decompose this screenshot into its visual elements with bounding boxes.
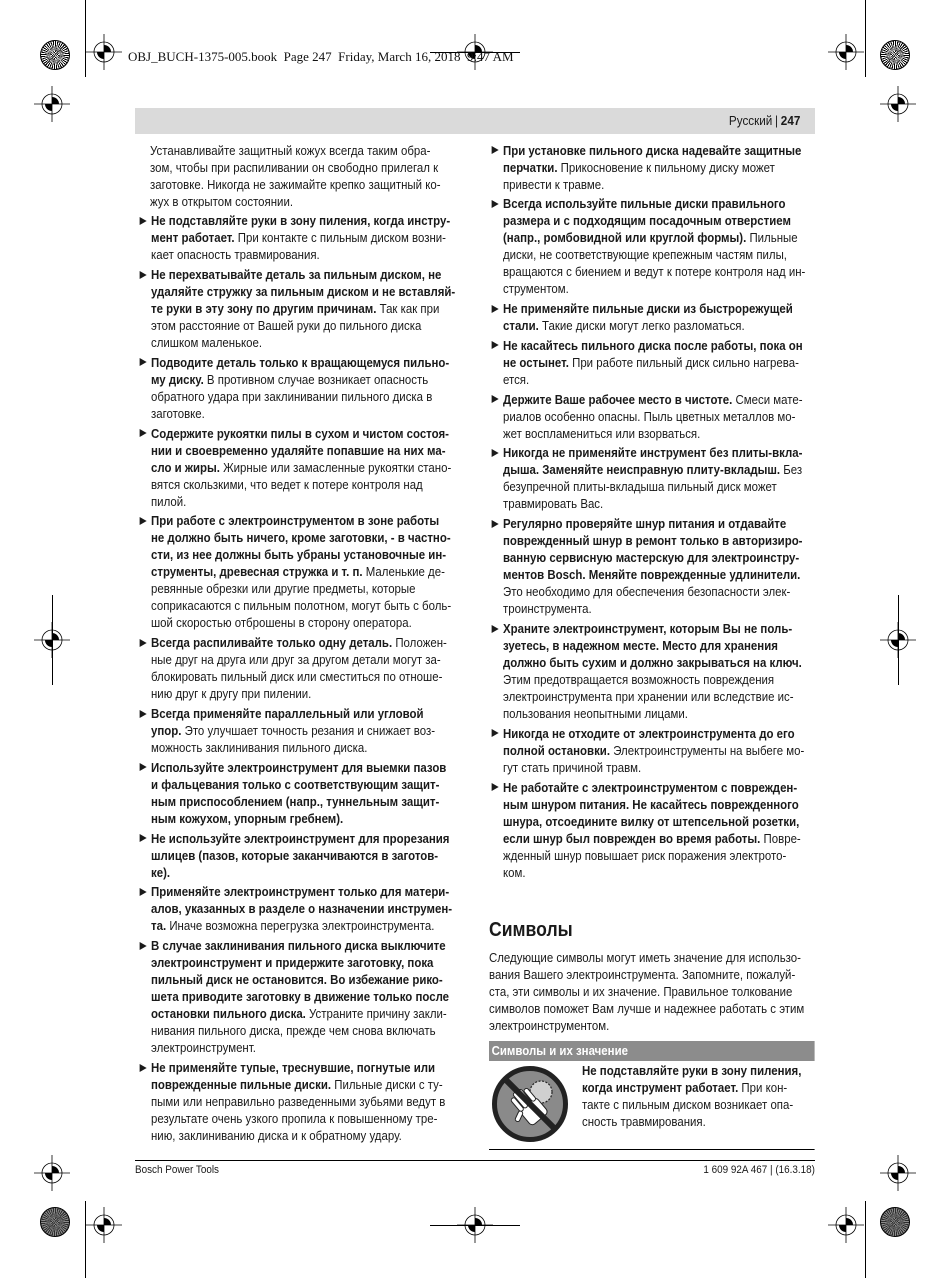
instruction-text [151,705,463,756]
symbols-table-header: Символы и их значение [489,1041,815,1061]
instruction-explanation: При работе пильный диск сильно нагрева- ется. [502,354,799,387]
safety-instruction-item [489,444,815,512]
instruction-warning: Храните электроинструмент, которым Вы не поль- зуетесь, в надежном месте. Место для хранения должно быть сухим и должно закрываться на ключ. [502,621,802,671]
symbol-meaning-warning: Не подставляйте руки в зону пиления, когда инструмент работает. [582,1063,802,1096]
registration-target-icon [86,34,122,70]
instruction-warning: Никогда не применяйте инструмент без плиты-вкла- дыша. Заменяйте неисправную плиту-вкладыш. [502,445,803,478]
instruction-explanation: Прикосновение к пильному диску может привести к травме. [502,159,775,192]
safety-instruction-item [137,830,463,881]
instruction-warning: Не работайте с электроинструментом с поврежден- ным шнуром питания. Не касайтесь поврежденного шнура, отсоедините вилку от штепсельной розетки, если шнур был поврежден во время работы. [502,779,800,846]
crop-mark [865,0,866,77]
crop-mark [85,0,86,77]
color-registration-fan-icon [40,1207,70,1237]
footer-rule [135,1160,815,1161]
instruction-explanation: Устраните причину закли- нивания пильного диска, прежде чем снова включать электроинструмент. [150,1006,447,1056]
left-column [137,142,463,1147]
instruction-explanation: Без безупречной плиты-вкладыша пильный диск может травмировать Вас. [502,462,803,512]
safety-instruction-item [489,725,815,776]
instruction-warning: Подводите деталь только к вращающемуся пильно- му диску. [150,354,450,387]
symbols-section-heading: Символы [489,918,573,941]
instruction-explanation: Электроинструменты на выбеге мо- гут стать причиной травм. [502,742,805,775]
crop-mark [865,1201,866,1278]
triangle-bullet-icon [140,710,147,718]
instruction-explanation: Смеси мате- риалов особенно опасны. Пыль цветных металлов мо- жет воспламениться или взорваться. [502,391,803,441]
safety-instruction-item [489,515,815,617]
instruction-warning: В случае заклинивания пильного диска выключите электроинструмент и придержите заготовку, пока пильный диск не остановится. Во избежание рико- шета приводите заготовку в движение только после остановки пильного диска. [150,938,450,1022]
triangle-bullet-icon [140,888,147,896]
triangle-bullet-icon [492,200,499,208]
instruction-text [503,300,815,334]
triangle-bullet-icon [140,639,147,647]
registration-target-icon [34,86,70,122]
registration-target-icon [880,1155,916,1191]
triangle-bullet-icon [140,358,147,366]
instruction-explanation: Маленькие де- ревянные обрезки или другие предметы, которые соприкасаются с пильным полотном, могут быть с боль- шой скоростью отброшены в сторону оператора. [150,564,452,631]
instruction-explanation: Жирные или замасленные рукоятки стано- вятся скользкими, что ведет к потере контроля над пилой. [150,459,452,509]
safety-instruction-item [137,634,463,702]
triangle-bullet-icon [140,942,147,950]
safety-instruction-item [137,212,463,263]
registration-target-icon [86,1207,122,1243]
crop-mark [85,1201,86,1278]
triangle-bullet-icon [492,729,499,737]
instruction-warning: Не касайтесь пильного диска после работы, пока он не остынет. [502,337,803,370]
safety-instruction-item [489,620,815,722]
instruction-warning: Применяйте электроинструмент только для матери- алов, указанных в разделе о назначении инструмен- та. [150,884,453,934]
instruction-text [151,937,463,1056]
safety-instruction-item [137,1059,463,1144]
instruction-explanation: Это необходимо для обеспечения безопасности элек- троинструмента. [502,584,791,617]
intro-paragraph: Устанавливайте защитный кожух всегда таким обра- зом, чтобы при распиливании он свободно прилегал к заготовке. Никогда не зажимайте крепко защитный ко- жух в открытом состоянии. [150,142,441,209]
instruction-explanation: Иначе возможна перегрузка электроинструмента. [166,918,435,934]
instruction-warning: Используйте электроинструмент для выемки пазов и фальцевания только с соответствующим защит- ным приспособлением (напр., туннельным защит- ным кожухом, упорным гребнем). [150,759,447,826]
no-hands-in-saw-zone-icon [491,1065,569,1143]
instruction-text [503,391,815,442]
instruction-warning: Не подставляйте руки в зону пиления, когда инстру- мент работает. [150,213,451,246]
instruction-explanation: Положен- ные друг на друга или друг за другом детали могут за- блокировать пильный диск или сместиться по отноше- нию друг к другу при пилении. [150,635,447,702]
instruction-warning: Держите Ваше рабочее место в чистоте. [502,391,733,407]
instruction-text [503,779,815,881]
triangle-bullet-icon [140,517,147,525]
safety-instruction-item [489,300,815,334]
instruction-warning: Всегда применяйте параллельный или угловой упор. [150,706,424,739]
registration-target-icon [828,34,864,70]
instruction-explanation: Так как при этом расстояние от Вашей руки до пильного диска слишком маленькое. [150,301,440,351]
page-header-bar [135,108,815,134]
symbols-intro-paragraph: Следующие символы могут иметь значение для использо- вания Вашего электроинструмента. Запомните, пожалуй- ста, эти символы и их значение. Правильное толкование символов поможет Вам лучше и надежнее работать с этим электроинструментом. [489,950,805,1034]
instruction-text [151,266,463,351]
registration-target-icon [34,1155,70,1191]
instruction-text [151,354,463,422]
color-registration-fan-icon [40,40,70,70]
crop-mark [52,595,53,685]
safety-instruction-item [489,195,815,297]
instruction-text [503,725,815,776]
triangle-bullet-icon [492,305,499,313]
instruction-warning: Никогда не отходите от электроинструмента до его полной остановки. [502,725,795,758]
safety-instruction-item [137,512,463,631]
instruction-text [151,830,463,881]
safety-instruction-item [137,883,463,934]
footer-brand: Bosch Power Tools [135,1164,220,1176]
instruction-explanation: Повре- жденный шнур повышает риск поражения электрото- ком. [502,830,801,880]
page-header-text [729,108,800,134]
triangle-bullet-icon [492,146,499,154]
instruction-text [151,212,463,263]
instruction-warning: Не применяйте пильные диски из быстрорежущей стали. [502,301,793,334]
triangle-bullet-icon [140,1064,147,1072]
instruction-text [503,444,815,512]
instruction-explanation: Пильные диски с ту- пыми или неправильно разведенными зубьями ведут в результате очень узкого пропила к повышенному тре- нию, заклиниванию диска и к обратному удару. [150,1077,446,1144]
triangle-bullet-icon [140,763,147,771]
triangle-bullet-icon [492,341,499,349]
instruction-explanation: В противном случае возникает опасность обратного удара при заклинивании пильного диска в заготовке. [150,371,433,421]
triangle-bullet-icon [140,217,147,225]
triangle-bullet-icon [492,449,499,457]
instruction-warning: При работе с электроинструментом в зоне работы не должно быть ничего, кроме заготовки, - в частно- сти, из нее должны быть убраны установочные ин- струменты, древесная стружка и т. п. [150,513,451,580]
safety-instruction-item [137,354,463,422]
instruction-text [151,634,463,702]
safety-instruction-item [489,779,815,881]
instruction-warning: Всегда используйте пильные диски правильного размера и с подходящим посадочным отверстием (напр., ромбовидной или круглой формы). [502,196,791,246]
footer-document-number: 1 609 92A 467 | (16.3.18) [703,1164,815,1176]
safety-instruction-item [137,266,463,351]
crop-mark [430,1225,520,1226]
safety-instruction-item [137,425,463,510]
triangle-bullet-icon [140,429,147,437]
instruction-text [151,883,463,934]
language-label: Русский [728,113,773,128]
triangle-bullet-icon [492,625,499,633]
color-registration-fan-icon [880,40,910,70]
instruction-text [151,759,463,827]
color-registration-fan-icon [880,1207,910,1237]
instruction-text [503,515,815,617]
symbol-meaning-explanation: При кон- такте с пильным диском возникает опа- сность травмирования. [582,1080,794,1130]
instruction-text [503,337,815,388]
instruction-warning: Регулярно проверяйте шнур питания и отдавайте поврежденный шнур в ремонт только в авторизиро- ванную сервисную мастерскую для электроинстру- ментов Bosch. Меняйте поврежденные удлинители. [502,516,803,583]
registration-target-icon [880,86,916,122]
triangle-bullet-icon [492,520,499,528]
safety-instruction-item [489,337,815,388]
instruction-text [151,512,463,631]
instruction-explanation: При контакте с пильным диском возни- кает опасность травмирования. [150,230,446,263]
instruction-warning: Содержите рукоятки пилы в сухом и чистом состоя- нии и своевременно удаляйте попавшие на них ма- сло и жиры. [150,425,449,475]
crop-mark [898,595,899,685]
header-separator: | [774,113,778,128]
instruction-text [503,620,815,722]
instruction-explanation: Этим предотвращается возможность повреждения электроинструмента при хранении или вследствие ис- пользования неопытными лицами. [502,672,794,722]
instruction-text [151,1059,463,1144]
instruction-explanation: Пильные диски, не соответствующие крепежным частям пилы, вращаются с биением и ведут к потере контроля над ин- струментом. [502,230,806,297]
instruction-warning: Всегда распиливайте только одну деталь. [150,635,393,651]
safety-instruction-item [137,937,463,1056]
instruction-text [503,195,815,297]
safety-instruction-item [489,142,815,193]
triangle-bullet-icon [140,271,147,279]
triangle-bullet-icon [492,783,499,791]
right-column [489,142,815,1150]
registration-target-icon [828,1207,864,1243]
instruction-text [151,425,463,510]
page-number: 247 [780,113,800,128]
instruction-explanation: Такие диски могут легко разломаться. [538,318,745,334]
instruction-explanation: Это улучшает точность резания и снижает воз- можность заклинивания пильного диска. [150,723,436,756]
safety-instruction-item [137,759,463,827]
instruction-warning: При установке пильного диска надевайте защитные перчатки. [502,142,802,175]
print-job-info: OBJ_BUCH-1375-005.book Page 247 Friday, March 16, 2018 9:47 AM [128,49,514,64]
triangle-bullet-icon [492,395,499,403]
instruction-warning: Не применяйте тупые, треснувшие, погнутые или поврежденные пильные диски. [150,1060,436,1093]
instruction-warning: Не перехватывайте деталь за пильным диском, не удаляйте стружку за пильным диском и не вставляй- те руки в эту зону по другим причинам. [150,267,456,317]
safety-instruction-item [137,705,463,756]
instruction-warning: Не используйте электроинструмент для прорезания шлицев (пазов, которые заканчиваются в заготов- ке). [150,830,450,880]
safety-instruction-item [489,391,815,442]
instruction-text [503,142,815,193]
triangle-bullet-icon [140,834,147,842]
